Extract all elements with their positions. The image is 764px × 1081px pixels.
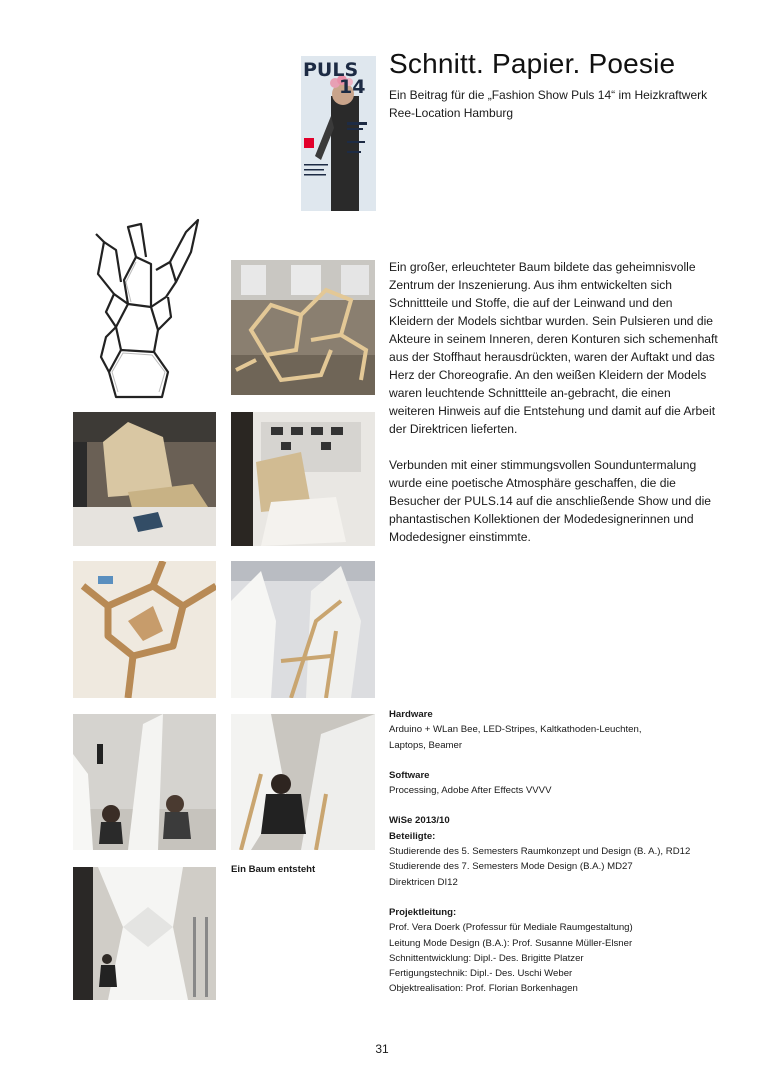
- hardware-heading: Hardware: [389, 709, 433, 720]
- subtitle-line-1: Ein Beitrag für die „Fashion Show Puls 14“ im Heizkraftwerk: [389, 88, 708, 102]
- software-heading: Software: [389, 769, 430, 781]
- page-subtitle: [389, 86, 719, 122]
- svg-text:PULS: PULS: [303, 59, 359, 81]
- project-info: [389, 707, 729, 997]
- participant-item: Studierende des 5. Semesters Raumkonzept und Design (B. A.), RD12: [389, 846, 691, 858]
- participant-item: Direktricen DI12: [389, 876, 458, 888]
- lead-heading: Projektleitung:: [389, 906, 457, 918]
- photo-caption: Ein Baum entsteht: [231, 864, 316, 875]
- lead-item: Schnittentwicklung: Dipl.- Des. Brigitte Platzer: [389, 952, 584, 964]
- page-title: Schnitt. Papier. Poesie: [389, 48, 676, 79]
- svg-text:14: 14: [339, 76, 366, 98]
- structure-photo-2: [231, 561, 375, 698]
- tree-wireframe-image: [76, 212, 216, 402]
- subtitle-line-2: Ree-Location Hamburg: [389, 106, 514, 120]
- participants-section: [389, 813, 729, 889]
- workshop-photo-2: [231, 412, 375, 546]
- page-number: 31: [375, 1042, 389, 1056]
- description-text: [389, 258, 719, 564]
- workshop-photo-1: [73, 412, 216, 546]
- structure-photo-1: [73, 561, 216, 698]
- hardware-line-1: Arduino + WLan Bee, LED-Stripes, Kaltkathoden-Leuchten,: [389, 724, 642, 736]
- lead-item: Prof. Vera Doerk (Professur für Mediale Raumgestaltung): [389, 922, 633, 934]
- lead-item: Leitung Mode Design (B.A.): Prof. Susanne Müller-Elsner: [389, 937, 633, 949]
- description-paragraph-1: Ein großer, erleuchteter Baum bildete das geheimnisvolle Zentrum der Inszenierung. Aus ihm entwickelten sich Schnittteile und Stoffe, die auf der Leinwand und den Kleidern der Models sichtbar wurden. Sein Pulsieren und die Akteure in seinem Inneren, deren Konturen sich schemenhaft aus der Stoffhaut herausdrückten, waren der Auftakt und das Herz der Choreografie. An den weißen Kleidern der Models waren leuchtende Schnittteile an-gebracht, die einen weiteren Hinweis auf die Entstehung und damit auf die Arbeit der Direktricen lieferten.: [389, 260, 718, 436]
- assembly-photo-1: [73, 714, 216, 850]
- assembly-photo-2: [231, 714, 375, 850]
- software-section: [389, 768, 729, 799]
- puls14-poster: [301, 56, 376, 211]
- semester-label: WiSe 2013/10: [389, 815, 450, 827]
- participants-heading: Beteiligte:: [389, 830, 436, 842]
- lead-item: Fertigungstechnik: Dipl.- Des. Uschi Weber: [389, 968, 573, 980]
- software-value: Processing, Adobe After Effects VVVV: [389, 785, 552, 797]
- wood-model-photo: [231, 260, 375, 395]
- hardware-line-2: Laptops, Beamer: [389, 739, 463, 751]
- lead-item: Objektrealisation: Prof. Florian Borkenhagen: [389, 983, 578, 995]
- description-paragraph-2: Verbunden mit einer stimmungsvollen Sounduntermalung wurde eine poetische Atmosphäre geschaffen, die die Besucher der PULS.14 auf die anschließende Show und die phantastischen Kollektionen der Modedesignerinnen und Modedesigner einstimmte.: [389, 458, 712, 544]
- sculpture-photo: [73, 867, 216, 1000]
- participant-item: Studierende des 7. Semesters Mode Design (B.A.) MD27: [389, 861, 633, 873]
- hardware-section: [389, 707, 729, 753]
- lead-section: [389, 905, 729, 997]
